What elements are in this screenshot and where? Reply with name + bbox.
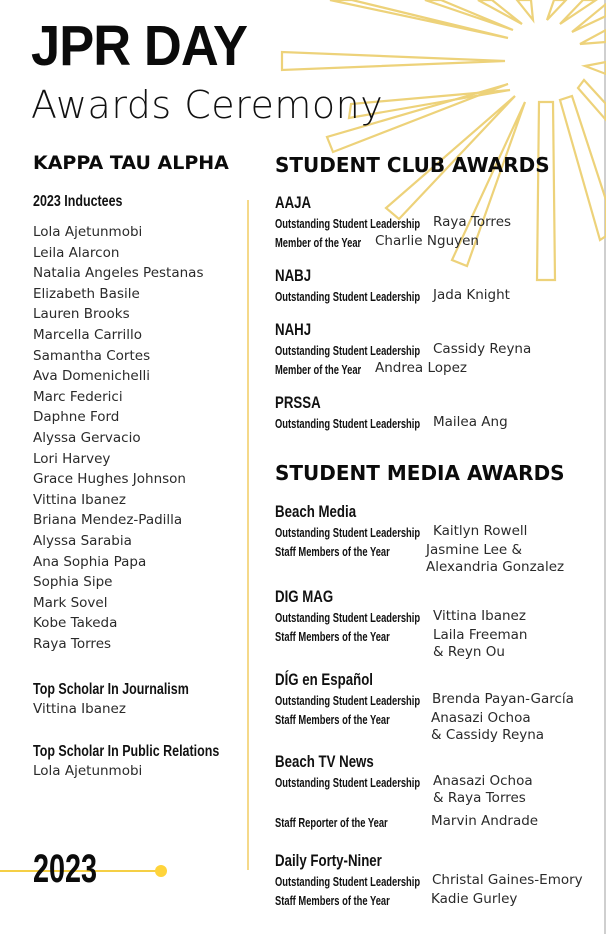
org-beach-media: [275, 501, 565, 580]
award-recipient: Vittina Ibanez: [433, 608, 526, 624]
award-label: Staff Members of the Year: [275, 629, 390, 644]
org-name: NAHJ: [275, 320, 312, 339]
award-recipient: Jasmine Lee &: [426, 542, 523, 558]
inductee-name: Lola Ajetunmobi: [33, 224, 143, 240]
award-row: [275, 523, 528, 542]
scholar-journalism: [33, 680, 233, 718]
award-row: [275, 627, 528, 665]
award-recipient-line2: & Reyn Ou: [433, 644, 505, 660]
inductee-name: Ava Domenichelli: [33, 368, 150, 385]
award-row: [275, 891, 518, 910]
org-daily-forty-niner: [275, 850, 583, 910]
award-recipient: Charlie Nguyen: [375, 233, 479, 249]
inductee-name: Elizabeth Basile: [33, 285, 140, 302]
org-nabj: [275, 265, 510, 306]
award-row: [275, 360, 467, 379]
inductee-name: Ana Sophia Papa: [33, 553, 147, 570]
scholar-name: Lola Ajetunmobi: [33, 763, 143, 779]
student-club-awards-heading: STUDENT CLUB AWARDS: [275, 153, 550, 177]
award-label: Outstanding Student Leadership: [275, 343, 421, 358]
award-row: [275, 233, 479, 252]
org-name: PRSSA: [275, 393, 321, 412]
award-recipient: Jada Knight: [433, 287, 510, 303]
org-dig-en-espanol: [275, 669, 574, 748]
award-row: [275, 542, 565, 580]
inductee-name: Vittina Ibanez: [33, 491, 126, 508]
inductee-name: Natalia Angeles Pestanas: [33, 265, 204, 282]
inductee-name: Lori Harvey: [33, 450, 111, 467]
award-row: [275, 214, 512, 233]
org-dig-mag: [275, 586, 528, 665]
award-label: Staff Members of the Year: [275, 893, 390, 908]
award-label: Outstanding Student Leadership: [275, 693, 421, 708]
award-row: [275, 341, 532, 360]
inductee-name: Daphne Ford: [33, 409, 120, 426]
award-row: [275, 287, 510, 306]
org-aaja: [275, 192, 512, 252]
inductee-name: Mark Sovel: [33, 594, 108, 611]
kappa-tau-alpha-heading: KAPPA TAU ALPHA: [33, 152, 229, 174]
award-recipient-line2: & Cassidy Reyna: [431, 727, 545, 743]
inductee-name: Marc Federici: [33, 388, 123, 405]
award-row: [275, 691, 574, 710]
award-label: Outstanding Student Leadership: [275, 775, 421, 790]
award-row: [275, 608, 526, 627]
org-name: DÍG en Español: [275, 670, 373, 689]
award-recipient: Anasazi Ochoa: [433, 773, 533, 789]
org-name: Daily Forty-Niner: [275, 851, 382, 870]
award-label: Outstanding Student Leadership: [275, 289, 421, 304]
org-name: Beach TV News: [275, 752, 374, 771]
award-recipient: Andrea Lopez: [375, 360, 467, 376]
inductee-name: Sophia Sipe: [33, 574, 113, 591]
inductee-name: Raya Torres: [33, 635, 112, 652]
inductee-name: Leila Alarcon: [33, 244, 120, 261]
award-label: Outstanding Student Leadership: [275, 416, 421, 431]
inductee-name: Samantha Cortes: [33, 347, 151, 364]
award-recipient: Anasazi Ochoa: [431, 710, 531, 726]
scholar-name: Vittina Ibanez: [33, 701, 126, 717]
award-label: Member of the Year: [275, 235, 362, 250]
award-row: [275, 710, 545, 748]
award-recipient: Cassidy Reyna: [433, 341, 532, 357]
column-divider: [247, 200, 249, 870]
org-name: DIG MAG: [275, 587, 334, 606]
award-label: Member of the Year: [275, 362, 362, 377]
inductee-name: Kobe Takeda: [33, 615, 118, 632]
award-label: Staff Reporter of the Year: [275, 815, 388, 830]
year-dot: [155, 865, 167, 877]
award-recipient: Laila Freeman: [433, 627, 528, 643]
award-recipient: Kaitlyn Rowell: [433, 523, 528, 539]
award-recipient-line2: & Raya Torres: [433, 790, 526, 806]
award-recipient: Kadie Gurley: [431, 891, 518, 907]
award-label: Outstanding Student Leadership: [275, 525, 421, 540]
inductee-name: Marcella Carrillo: [33, 326, 143, 343]
inductee-name: Alyssa Gervacio: [33, 429, 141, 446]
student-media-awards-heading: STUDENT MEDIA AWARDS: [275, 461, 565, 485]
page-title: JPR DAY: [31, 14, 248, 78]
inductees-list: [33, 222, 203, 654]
scholar-public-relations: [33, 742, 272, 780]
award-row: [275, 813, 539, 832]
award-recipient: Brenda Payan-García: [432, 691, 574, 707]
org-name: Beach Media: [275, 502, 357, 521]
award-row: [275, 414, 508, 433]
page-subtitle: Awards Ceremony: [31, 83, 384, 127]
year-label: 2023: [33, 847, 98, 891]
award-label: Outstanding Student Leadership: [275, 216, 421, 231]
award-recipient: Marvin Andrade: [431, 813, 539, 829]
award-label: Staff Members of the Year: [275, 712, 390, 727]
award-label: Outstanding Student Leadership: [275, 610, 421, 625]
org-beach-tv-news: [275, 751, 539, 832]
award-row: [275, 773, 533, 813]
award-recipient: Mailea Ang: [433, 414, 508, 430]
inductee-name: Alyssa Sarabia: [33, 532, 132, 549]
org-name: NABJ: [275, 266, 312, 285]
award-label: Staff Members of the Year: [275, 544, 390, 559]
inductees-heading: 2023 Inductees: [33, 193, 123, 210]
scholar-title: Top Scholar In Public Relations: [33, 743, 220, 760]
inductee-name: Grace Hughes Johnson: [33, 471, 186, 488]
org-name: AAJA: [275, 193, 312, 212]
award-recipient: Raya Torres: [433, 214, 512, 230]
org-prssa: [275, 392, 508, 433]
award-recipient: Christal Gaines-Emory: [432, 872, 583, 888]
inductee-name: Lauren Brooks: [33, 306, 130, 323]
award-recipient-line2: Alexandria Gonzalez: [426, 559, 565, 575]
org-nahj: [275, 319, 532, 379]
scholar-title: Top Scholar In Journalism: [33, 681, 189, 698]
award-label: Outstanding Student Leadership: [275, 874, 421, 889]
award-row: [275, 872, 583, 891]
inductee-name: Briana Mendez-Padilla: [33, 512, 183, 529]
